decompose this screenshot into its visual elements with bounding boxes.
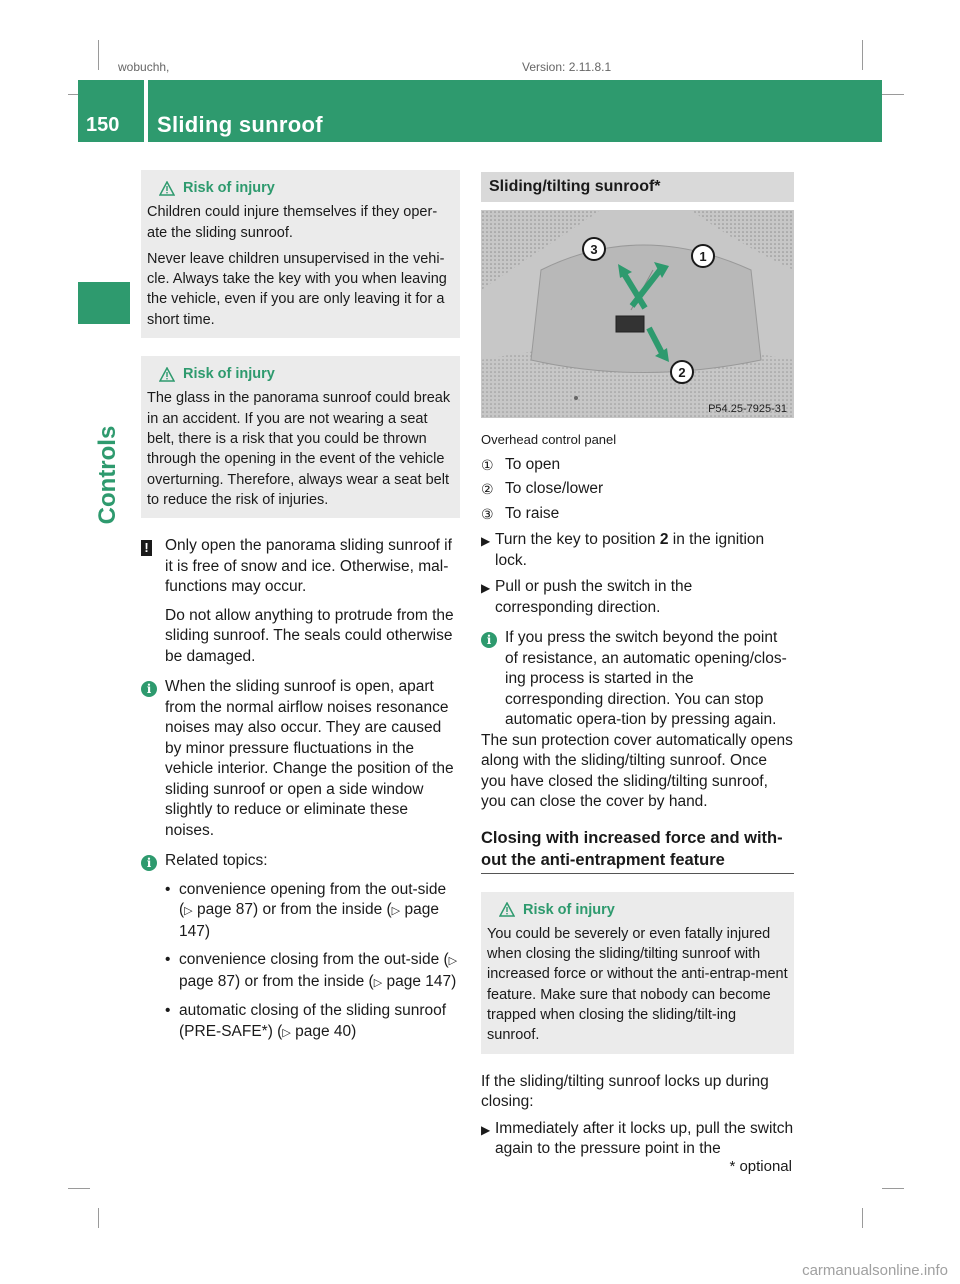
- warning-triangle-icon: [159, 181, 175, 196]
- right-column: [481, 172, 794, 1166]
- left-column: [141, 170, 460, 1061]
- print-meta-left: wobuchh,: [118, 60, 170, 74]
- footnote: * optional: [729, 1158, 792, 1175]
- legend-text: To open: [505, 455, 561, 473]
- crop-mark: [882, 94, 904, 95]
- warning-text: You could be severely or even fatally injured when closing the sliding/tilting sunroof with increased force or without the anti-entrap-ment feature. Make sure that nobody can become trapped when closing the sliding/tilt-ing sunroof.: [487, 925, 788, 1044]
- info-note: [481, 628, 794, 731]
- legend-number: ②: [481, 481, 494, 497]
- crop-mark: [862, 40, 863, 70]
- warning-box: [481, 892, 794, 1054]
- instruction-step: ▶ Immediately after it locks up, pull the switch again to the pressure point in the: [481, 1119, 794, 1160]
- legend-item: [481, 455, 794, 476]
- header-divider: [144, 80, 148, 142]
- body-paragraph: If the sliding/tilting sunroof locks up during closing:: [481, 1072, 769, 1111]
- page-number: 150: [86, 114, 120, 136]
- info-text: When the sliding sunroof is open, apart from the normal airflow noises resonance noises may also occur. They are caused by minor pressure fluctuations in the vehicle interior. Change the position of the sliding sunroof or open a side window slightly to reduce or eliminate these noises.: [165, 678, 454, 839]
- overhead-panel-illustration: [481, 210, 794, 418]
- legend-text: To close/lower: [505, 480, 604, 497]
- crop-mark: [882, 1188, 904, 1189]
- list-item[interactable]: • convenience opening from the out-side (▷ page 87) or from the inside (▷ page 147): [165, 880, 460, 943]
- related-topics-heading: Related topics:: [165, 852, 268, 870]
- warning-heading: [159, 364, 454, 384]
- figure-code: P54.25-7925-31: [708, 403, 787, 415]
- info-text: If you press the switch beyond the point of resistance, an automatic opening/clos-ing process is started in the corresponding direction. You can stop automatic opera-tion by pressing again.: [505, 629, 787, 728]
- warning-title: Risk of injury: [183, 180, 275, 196]
- crop-mark: [68, 1188, 90, 1189]
- warning-heading: [499, 900, 788, 920]
- chapter-label-text: Controls: [94, 425, 121, 525]
- subsection-heading: Closing with increased force and with-out the anti-entrapment feature: [481, 827, 794, 874]
- print-meta-right: Version: 2.11.8.1: [522, 60, 612, 74]
- legend-item: [481, 504, 794, 525]
- list-item[interactable]: • automatic closing of the sliding sunroof (PRE-SAFE*) (▷ page 40): [165, 1001, 460, 1043]
- legend-text: To raise: [505, 504, 560, 522]
- warning-text: The glass in the panorama sunroof could break in an accident. If you are not wearing a seat belt, there is a risk that you could be thrown through the opening in the event of the vehicle overturning. Therefore, always wear a seat belt to reduce the risk of injuries.: [147, 390, 451, 508]
- info-icon: i: [481, 630, 505, 731]
- watermark: carmanualsonline.info: [802, 1262, 948, 1279]
- warning-box: [141, 356, 460, 518]
- caution-text: Do not allow anything to protrude from the sliding sunroof. The seals could otherwise be damaged.: [165, 606, 454, 665]
- callout-2: 2: [678, 365, 686, 380]
- section-heading: Sliding/tilting sunroof*: [481, 172, 794, 202]
- callout-3: 3: [590, 242, 598, 257]
- warning-box: [141, 170, 460, 338]
- page-title: Sliding sunroof: [157, 112, 323, 137]
- caution-icon: !: [141, 538, 165, 667]
- info-icon: i: [141, 679, 165, 841]
- crop-mark: [862, 1208, 863, 1228]
- legend-number: ①: [481, 456, 494, 473]
- caution-text: Only open the panorama sliding sunroof if it is free of snow and ice. Otherwise, mal-functions may occur.: [165, 537, 452, 596]
- warning-triangle-icon: [499, 902, 515, 917]
- legend-number: ③: [481, 505, 494, 522]
- info-note: [141, 851, 460, 1051]
- callout-1: 1: [699, 249, 707, 264]
- body-paragraph: The sun protection cover automatically opens along with the sliding/tilting sunroof. Once you have closed the sliding/tilting sunroof, you can close the cover by hand.: [481, 731, 793, 810]
- chapter-label: [83, 400, 133, 550]
- warning-text: Children could injure themselves if they oper-ate the sliding sunroof.: [147, 204, 438, 241]
- warning-heading: [159, 178, 454, 198]
- overhead-panel-figure: [481, 210, 794, 418]
- chapter-tab-marker: [78, 282, 130, 324]
- instruction-step: ▶ Pull or push the switch in the corresponding direction.: [481, 577, 794, 618]
- related-topics-list: [165, 880, 460, 1044]
- legend-item: [481, 479, 794, 500]
- caution-note: [141, 536, 460, 667]
- step-arrow-icon: ▶: [481, 534, 491, 548]
- list-item[interactable]: • convenience closing from the out-side (▷ page 87) or from the inside (▷ page 147): [165, 950, 460, 993]
- step-arrow-icon: ▶: [481, 581, 491, 595]
- figure-caption: Overhead control panel: [481, 432, 617, 447]
- crop-mark: [98, 40, 99, 70]
- crop-mark: [98, 1208, 99, 1228]
- info-icon: i: [141, 853, 165, 1051]
- warning-title: Risk of injury: [523, 901, 615, 918]
- warning-text: Never leave children unsupervised in the vehi-cle. Always take the key with you when leaving the vehicle, even if you are only leaving it for a short time.: [147, 250, 447, 328]
- instruction-step: ▶ Turn the key to position 2 in the ignition lock.: [481, 530, 794, 571]
- warning-triangle-icon: [159, 367, 175, 382]
- warning-title: Risk of injury: [183, 366, 275, 383]
- step-arrow-icon: ▶: [481, 1122, 491, 1137]
